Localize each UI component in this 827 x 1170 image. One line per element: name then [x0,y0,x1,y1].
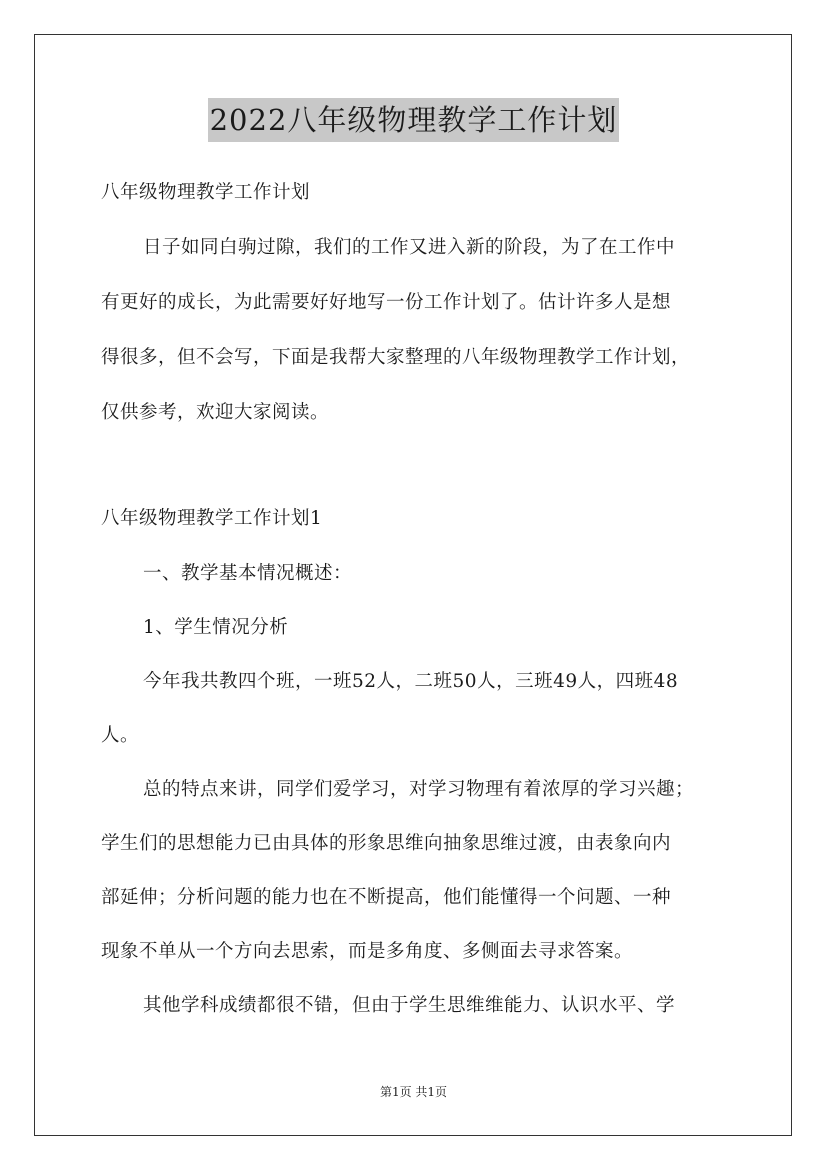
document-title: 2022八年级物理教学工作计划 [208,98,620,142]
body-line: 其他学科成绩都很不错，但由于学生思维维能力、认识水平、学 [143,995,676,1016]
body-line: 仅供参考，欢迎大家阅读。 [101,402,330,423]
body-line: 人。 [101,725,140,746]
body-line: 一、教学基本情况概述： [143,563,353,584]
body-line: 八年级物理教学工作计划 [101,182,311,203]
body-line: 现象不单从一个方向去思索，而是多角度、多侧面去寻求答案。 [101,941,634,962]
body-line: 学生们的思想能力已由具体的形象思维向抽象思维过渡，由表象向内 [101,833,672,854]
body-line: 1、学生情况分析 [143,617,289,638]
body-line: 八年级物理教学工作计划1 [101,508,323,529]
body-line: 今年我共教四个班，一班52人，二班50人，三班49人，四班48 [143,671,679,692]
title-container [0,98,827,142]
body-line: 日子如同白驹过隙，我们的工作又进入新的阶段，为了在工作中 [143,237,676,258]
page-number-footer: 第1页 共1页 [379,1085,448,1099]
body-line: 总的特点来讲，同学们爱学习，对学习物理有着浓厚的学习兴趣； [143,779,695,800]
body-line: 得很多，但不会写，下面是我帮大家整理的八年级物理教学工作计划， [101,347,691,368]
body-line: 有更好的成长，为此需要好好地写一份工作计划了。估计许多人是想 [101,292,672,313]
body-line: 部延伸；分析问题的能力也在不断提高，他们能懂得一个问题、一种 [101,887,672,908]
